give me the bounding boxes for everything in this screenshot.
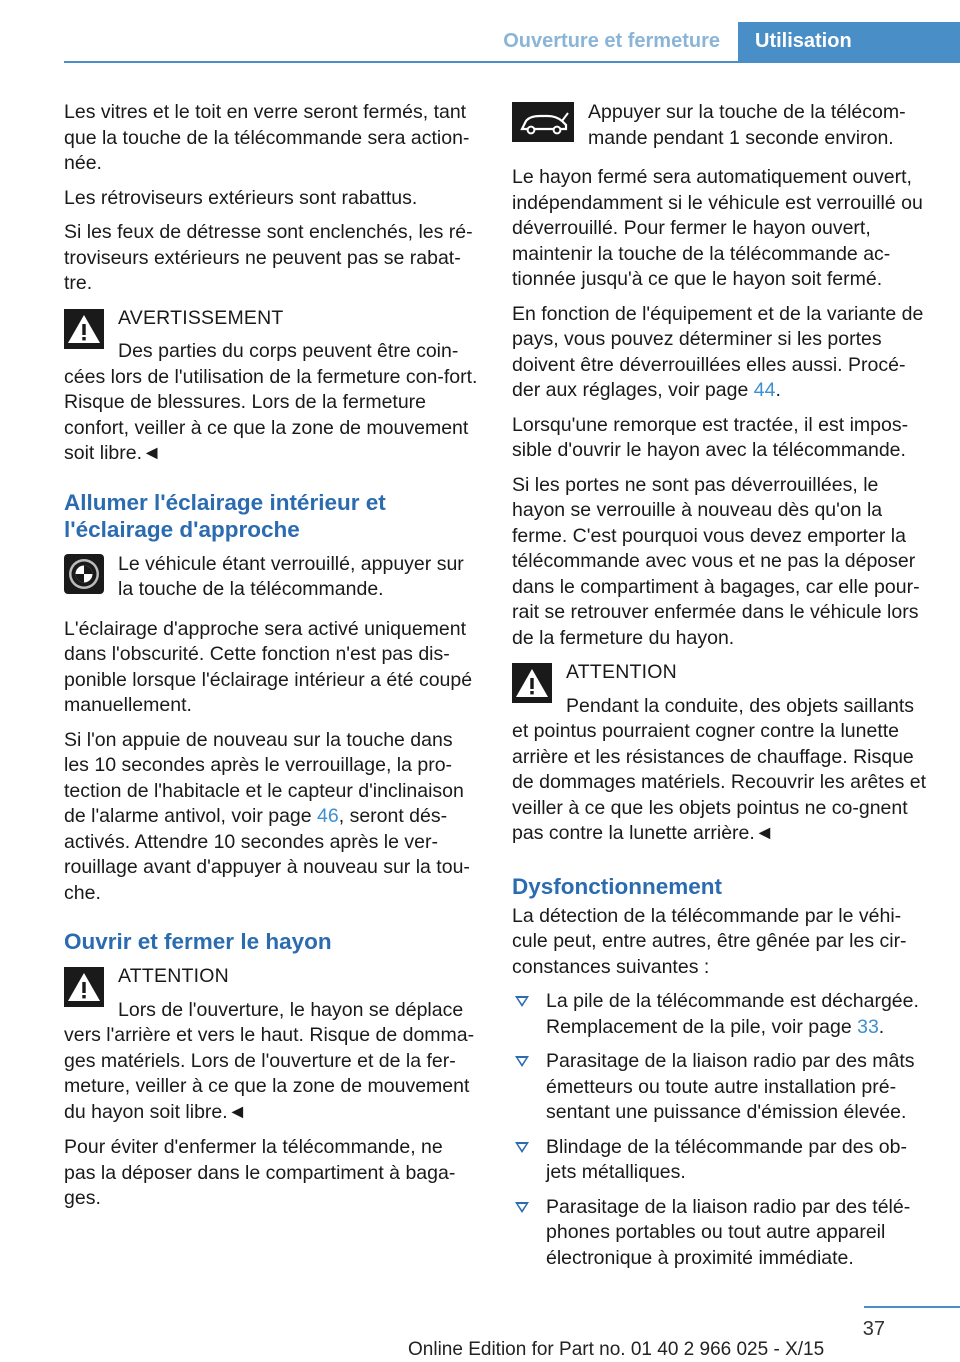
warning-title: AVERTISSEMENT bbox=[118, 306, 284, 329]
icon-instruction-text: Appuyer sur la touche de la télécom‐mande pendant 1 seconde environ. bbox=[588, 101, 906, 149]
page-link[interactable]: 44 bbox=[753, 379, 776, 401]
text-run: . bbox=[775, 379, 781, 401]
icon-instruction bbox=[64, 552, 479, 603]
warning-block bbox=[64, 964, 479, 1125]
section-heading: Allumer l'éclairage intérieur et l'éclairage d'approche bbox=[64, 489, 386, 542]
list-item bbox=[512, 1195, 927, 1272]
paragraph: Pour éviter d'enfermer la télécommande, ne pas la déposer dans le compartiment à baga‐ges. bbox=[64, 1136, 456, 1209]
triangle-bullet-icon bbox=[515, 1056, 529, 1067]
warning-triangle-icon bbox=[64, 309, 104, 349]
paragraph: Les vitres et le toit en verre seront fermés, tant que la touche de la télécommande sera action‐née. bbox=[64, 101, 470, 174]
list-item bbox=[512, 1049, 927, 1126]
warning-text: Pendant la conduite, des objets saillants et pointus pourraient cogner contre la lunette arrière et les résistances de chauffage. Risque de dommages matériels. Recouvrir les arêtes et veiller à ce que les objets pointus ne co‐gnent pas contre la lunette arrière.◄ bbox=[512, 694, 927, 844]
paragraph: L'éclairage d'approche sera activé uniquement dans l'obscurité. Cette fonction n'est pas dis‐ponible lorsque l'éclairage intérieur a été coupé manuellement. bbox=[64, 617, 473, 716]
car-tailgate-icon bbox=[512, 102, 574, 142]
text-run: La pile de la télécommande est déchargée. Remplacement de la pile, voir page bbox=[546, 990, 919, 1038]
warning-triangle-icon bbox=[512, 663, 552, 703]
left-column bbox=[64, 100, 479, 1221]
section-heading: Ouvrir et fermer le hayon bbox=[64, 929, 332, 954]
page-number: 37 bbox=[862, 1318, 885, 1340]
warning-block bbox=[512, 660, 927, 847]
paragraph bbox=[512, 302, 927, 404]
paragraph: Si les feux de détresse sont enclenchés, les ré‐troviseurs extérieurs ne peuvent pas se rabat‐tre. bbox=[64, 221, 473, 294]
list-item-text: Parasitage de la liaison radio par des télé‐phones portables ou tout autre appareil électronique à proximité immédiate. bbox=[546, 1195, 911, 1269]
icon-instruction bbox=[512, 100, 927, 151]
triangle-bullet-icon bbox=[515, 1142, 529, 1153]
list-item bbox=[512, 989, 927, 1040]
list-item-text: Parasitage de la liaison radio par des mâts émetteurs ou toute autre installation pré‐sentant une puissance d'émission élevée. bbox=[546, 1050, 915, 1123]
text-run: , seront dés‐activés. Attendre 10 secondes après le ver‐rouillage avant d'appuyer à nouveau sur la tou‐che. bbox=[64, 805, 470, 904]
warning-text: Lors de l'ouverture, le hayon se déplace vers l'arrière et vers le haut. Risque de domma‐ges matériels. Lors de l'ouverture et de la fer‐meture, veiller à ce que la zone de mouvement du hayon soit libre.◄ bbox=[64, 998, 475, 1123]
page-link[interactable]: 33 bbox=[857, 1015, 879, 1038]
text-run: . bbox=[878, 1015, 885, 1038]
paragraph: Lorsqu'une remorque est tractée, il est impos‐sible d'ouvrir le hayon avec la télécommande. bbox=[512, 413, 909, 461]
text-run: En fonction de l'équipement et de la variante de pays, vous pouvez déterminer si les portes doivent être déverrouillées elles aussi. Procé‐der aux réglages, voir page bbox=[512, 302, 924, 401]
text-run: Si l'on appuie de nouveau sur la touche dans les 10 secondes après le verrouillage, la pro‐tection de l'habitacle et le capteur d'inclinaison de l'alarme antivol, voir page bbox=[64, 728, 464, 827]
page-header bbox=[0, 0, 960, 62]
warning-block bbox=[64, 306, 479, 467]
paragraph: La détection de la télécommande par le véhi‐cule peut, entre autres, être gênée par les cir‐constances suivantes : bbox=[512, 904, 907, 978]
triangle-bullet-icon bbox=[515, 996, 529, 1007]
footer-edition: Online Edition for Part no. 01 40 2 966 025 - X/15 bbox=[408, 1339, 825, 1360]
right-column bbox=[512, 100, 927, 1280]
header-tab: Utilisation bbox=[738, 22, 960, 62]
header-rule bbox=[64, 61, 960, 63]
icon-instruction-text: Le véhicule étant verrouillé, appuyer sur la touche de la télécommande. bbox=[118, 552, 464, 600]
paragraph: Si les portes ne sont pas déverrouillées, le hayon se verrouille à nouveau dès qu'on la ferme. C'est pourquoi vous devez emporter la télécommande avec vous et ne pas la déposer dans le compartiment à bagages, car elle pour‐rait se retrouver enfermée dans le véhicule lors de la fermeture du hayon. bbox=[512, 473, 920, 649]
warning-triangle-icon bbox=[64, 967, 104, 1007]
section-heading: Dysfonctionnement bbox=[512, 873, 723, 899]
page-link[interactable]: 46 bbox=[317, 805, 339, 827]
warning-title: ATTENTION bbox=[566, 661, 677, 683]
paragraph: Les rétroviseurs extérieurs sont rabattus. bbox=[64, 186, 418, 209]
bullet-list bbox=[512, 989, 927, 1271]
bmw-remote-key-icon bbox=[64, 554, 104, 594]
list-item-text: Blindage de la télécommande par des ob‐jets métalliques. bbox=[546, 1135, 907, 1183]
triangle-bullet-icon bbox=[515, 1202, 529, 1213]
warning-text: Des parties du corps peuvent être coin‐cées lors de l'utilisation de la fermeture con‐fort. Risque de blessures. Lors de la fermeture confort, veiller à ce que la zone de mouvement soit libre.◄ bbox=[64, 340, 478, 464]
header-section-title: Ouverture et fermeture bbox=[503, 30, 720, 52]
list-item bbox=[512, 1135, 927, 1186]
footer-rule bbox=[864, 1306, 960, 1308]
paragraph: Le hayon fermé sera automatiquement ouvert, indépendamment si le véhicule est verrouillé ou déverrouillé. Pour fermer le hayon ouvert, maintenir la touche de la télécommande ac‐tionnée jusqu'à ce que le hayon soit fermé. bbox=[512, 166, 923, 290]
warning-title: ATTENTION bbox=[118, 965, 229, 987]
paragraph bbox=[64, 728, 479, 907]
